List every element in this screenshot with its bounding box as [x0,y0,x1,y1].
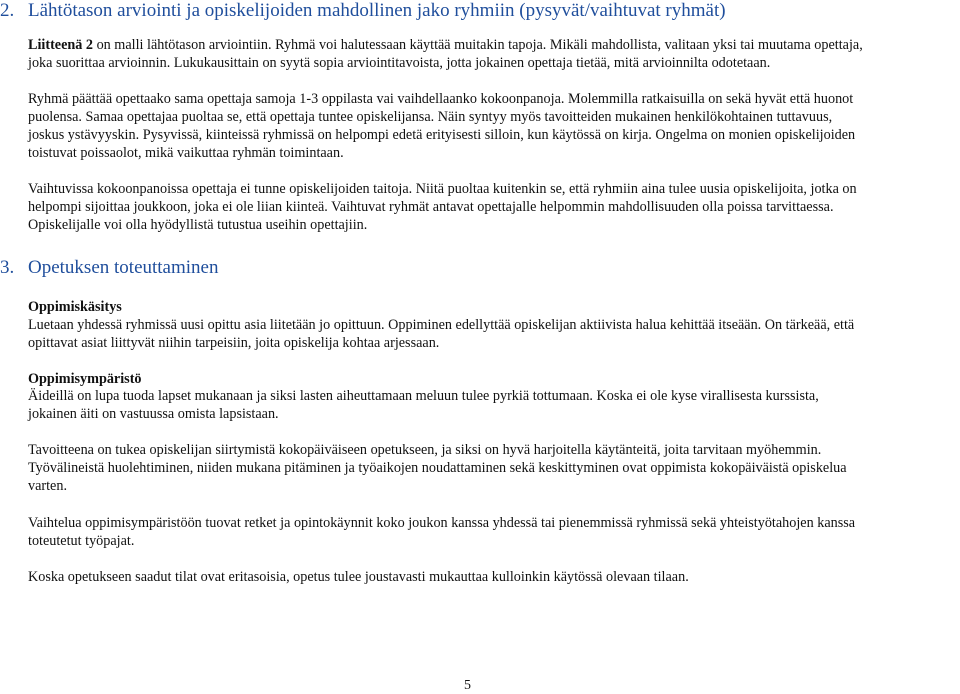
paragraph-line: Ryhmä päättää opettaako sama opettaja samoja 1-3 oppilasta vai vaihdellaanko kokoonpanoja. Molemmilla ratkaisuilla on sekä hyvät että huonot [28,91,854,107]
paragraph-line [28,36,956,54]
paragraph-learning-environment [28,387,956,423]
paragraph-line: varten. [28,478,67,494]
paragraph-line: joskus ystävyyskin. Pysyvissä, kiinteissä ryhmissä on helpompi edetä erityisesti silloin, kun käytössä on kirja. Ongelma on monien opiskelijoiden [28,127,856,143]
paragraph-facilities [28,568,956,586]
paragraph-line: Työvälineistä huolehtiminen, niiden mukana pitäminen ja työaikojen noudattaminen sekä keskittyminen ovat oppimista kokopäiväistä opiskelua [28,460,847,476]
paragraph-variety [28,514,956,550]
paragraph-changing-groups [28,180,956,234]
paragraph-line: toteutetut työpajat. [28,533,135,549]
paragraph-line: toistuvat poissaolot, mikä vaikuttaa ryhmän toimintaan. [28,145,344,161]
section-2-title: Lähtötason arviointi ja opiskelijoiden mahdollinen jako ryhmiin (pysyvät/vaihtuvat ryhmät) [28,0,726,21]
page-number: 5 [464,678,471,693]
subheading-learning-environment: Oppimisympäristö [28,371,142,387]
paragraph-goal [28,441,956,495]
paragraph-group-teachers [28,90,956,162]
section-2-heading [0,0,960,22]
paragraph-line: joka suorittaa arvioinnin. Lukukausittain on syytä sopia arviointitavoista, jotta jokainen opettaja tietää, mitä arvioinnilta odotetaan. [28,55,771,71]
paragraph-line: Luetaan yhdessä ryhmissä uusi opittu asia liitetään jo opittuun. Oppiminen edellyttää opiskelijan aktiivista halua kehittää itseään. On tärkeää, että [28,317,855,333]
paragraph-learning-concept [28,316,956,352]
paragraph-line: puolensa. Samaa opettajaa puoltaa se, että opettaja tuntee opiskelijansa. Näin syntyy myös tavoitteiden mukainen henkilökohtainen tuttavuus, [28,109,833,125]
section-3-heading [0,256,960,280]
section-3-number: 3. [0,257,15,278]
section-2-number: 2. [0,0,15,21]
paragraph-text: on malli lähtötason arviointiin. Ryhmä voi halutessaan käyttää muitakin tapoja. Mikäli mahdollista, valitaan yksi tai muutama opettaja, [93,37,863,53]
section-3-title: Opetuksen toteuttaminen [28,257,219,278]
subheading-learning-concept: Oppimiskäsitys [28,299,122,315]
paragraph-line: Vaihtelua oppimisympäristöön tuovat retket ja opintokäynnit koko joukon kanssa yhdessä tai pienemmissä ryhmissä sekä yhteistyötahojen kanssa [28,515,856,531]
paragraph-line: opittavat asiat liittyvät niihin tarpeisiin, joita opiskelija kohtaa arjessaan. [28,335,440,351]
paragraph-line: helpompi sijoittaa joukkoon, joka ei ole liian kiinteä. Vaihtuvat ryhmät antavat opettajalle helpommin mahdollisuuden olla poissa tarvittaessa. [28,199,834,215]
appendix-reference: Liitteenä 2 [28,37,94,53]
paragraph-line: Vaihtuvissa kokoonpanoissa opettaja ei tunne opiskelijoiden taitoja. Niitä puoltaa kuitenkin se, että ryhmiin aina tulee uusia opiskelijoita, jotka on [28,181,857,197]
paragraph-line: Tavoitteena on tukea opiskelijan siirtymistä kokopäiväiseen opetukseen, ja siksi on hyvä harjoitella käytänteitä, joita tarvitaan myöhemmin. [28,442,822,458]
paragraph-line: Opiskelijalle voi olla hyödyllistä tutustua useihin opettajiin. [28,217,368,233]
paragraph-line: jokainen äiti on vastuussa omista lapsistaan. [28,406,279,422]
paragraph-line: Koska opetukseen saadut tilat ovat eritasoisia, opetus tulee joustavasti mukauttaa kulloinkin käytössä olevaan tilaan. [28,569,689,585]
paragraph-line: Äideillä on lupa tuoda lapset mukanaan ja siksi lasten aiheuttamaan meluun tulee pyrkiä tottumaan. Koska ei ole kyse virallisesta kurssista, [28,388,819,404]
paragraph-baseline-assessment [28,36,956,72]
